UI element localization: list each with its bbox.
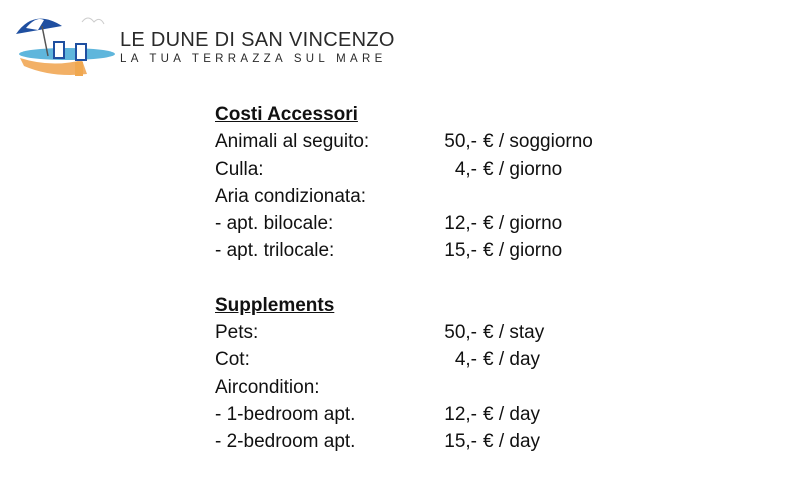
item-unit: € / day xyxy=(483,403,541,425)
beach-umbrella-icon xyxy=(12,8,117,80)
item-unit: € / day xyxy=(483,431,541,453)
item-amount: 4,- xyxy=(454,349,477,371)
item-unit: € / giorno xyxy=(483,213,563,235)
price-list xyxy=(215,101,593,483)
section-supplements xyxy=(215,292,545,456)
list-item xyxy=(215,319,545,346)
item-amount: 15,- xyxy=(444,431,477,453)
item-label: - 2-bedroom apt. xyxy=(215,431,356,453)
item-amount: 4,- xyxy=(454,158,477,180)
brand-title: LE DUNE DI SAN VINCENZO xyxy=(120,29,395,51)
item-unit: € / stay xyxy=(483,322,545,344)
brand-tagline: LA TUA TERRAZZA SUL MARE xyxy=(120,53,387,65)
item-amount: 12,- xyxy=(444,213,477,235)
item-amount: 50,- xyxy=(444,322,477,344)
list-item xyxy=(215,128,593,155)
list-item xyxy=(215,401,541,428)
item-label: Animali al seguito: xyxy=(215,131,370,153)
item-unit: € / giorno xyxy=(483,240,563,262)
item-label: - 1-bedroom apt. xyxy=(215,403,356,425)
item-unit: € / soggiorno xyxy=(483,131,593,153)
item-label: Aircondition: xyxy=(215,376,320,398)
list-item xyxy=(215,346,541,373)
logo xyxy=(12,8,117,80)
item-amount: 12,- xyxy=(444,403,477,425)
section-costi-accessori xyxy=(215,101,593,265)
item-label: Cot: xyxy=(215,349,250,371)
section-heading: Supplements xyxy=(215,294,335,316)
list-item xyxy=(215,374,369,401)
item-label: Aria condizionata: xyxy=(215,185,367,207)
item-label: - apt. trilocale: xyxy=(215,240,335,262)
item-label: Pets: xyxy=(215,322,259,344)
list-item xyxy=(215,237,563,264)
list-item xyxy=(215,156,563,183)
item-label: - apt. bilocale: xyxy=(215,213,334,235)
item-unit: € / giorno xyxy=(483,158,563,180)
item-amount: 50,- xyxy=(444,131,477,153)
list-item xyxy=(215,210,563,237)
list-item xyxy=(215,428,541,455)
item-unit: € / day xyxy=(483,349,541,371)
list-item xyxy=(215,183,369,210)
item-amount: 15,- xyxy=(444,240,477,262)
item-label: Culla: xyxy=(215,158,264,180)
section-heading: Costi Accessori xyxy=(215,104,358,125)
brand xyxy=(120,29,395,66)
